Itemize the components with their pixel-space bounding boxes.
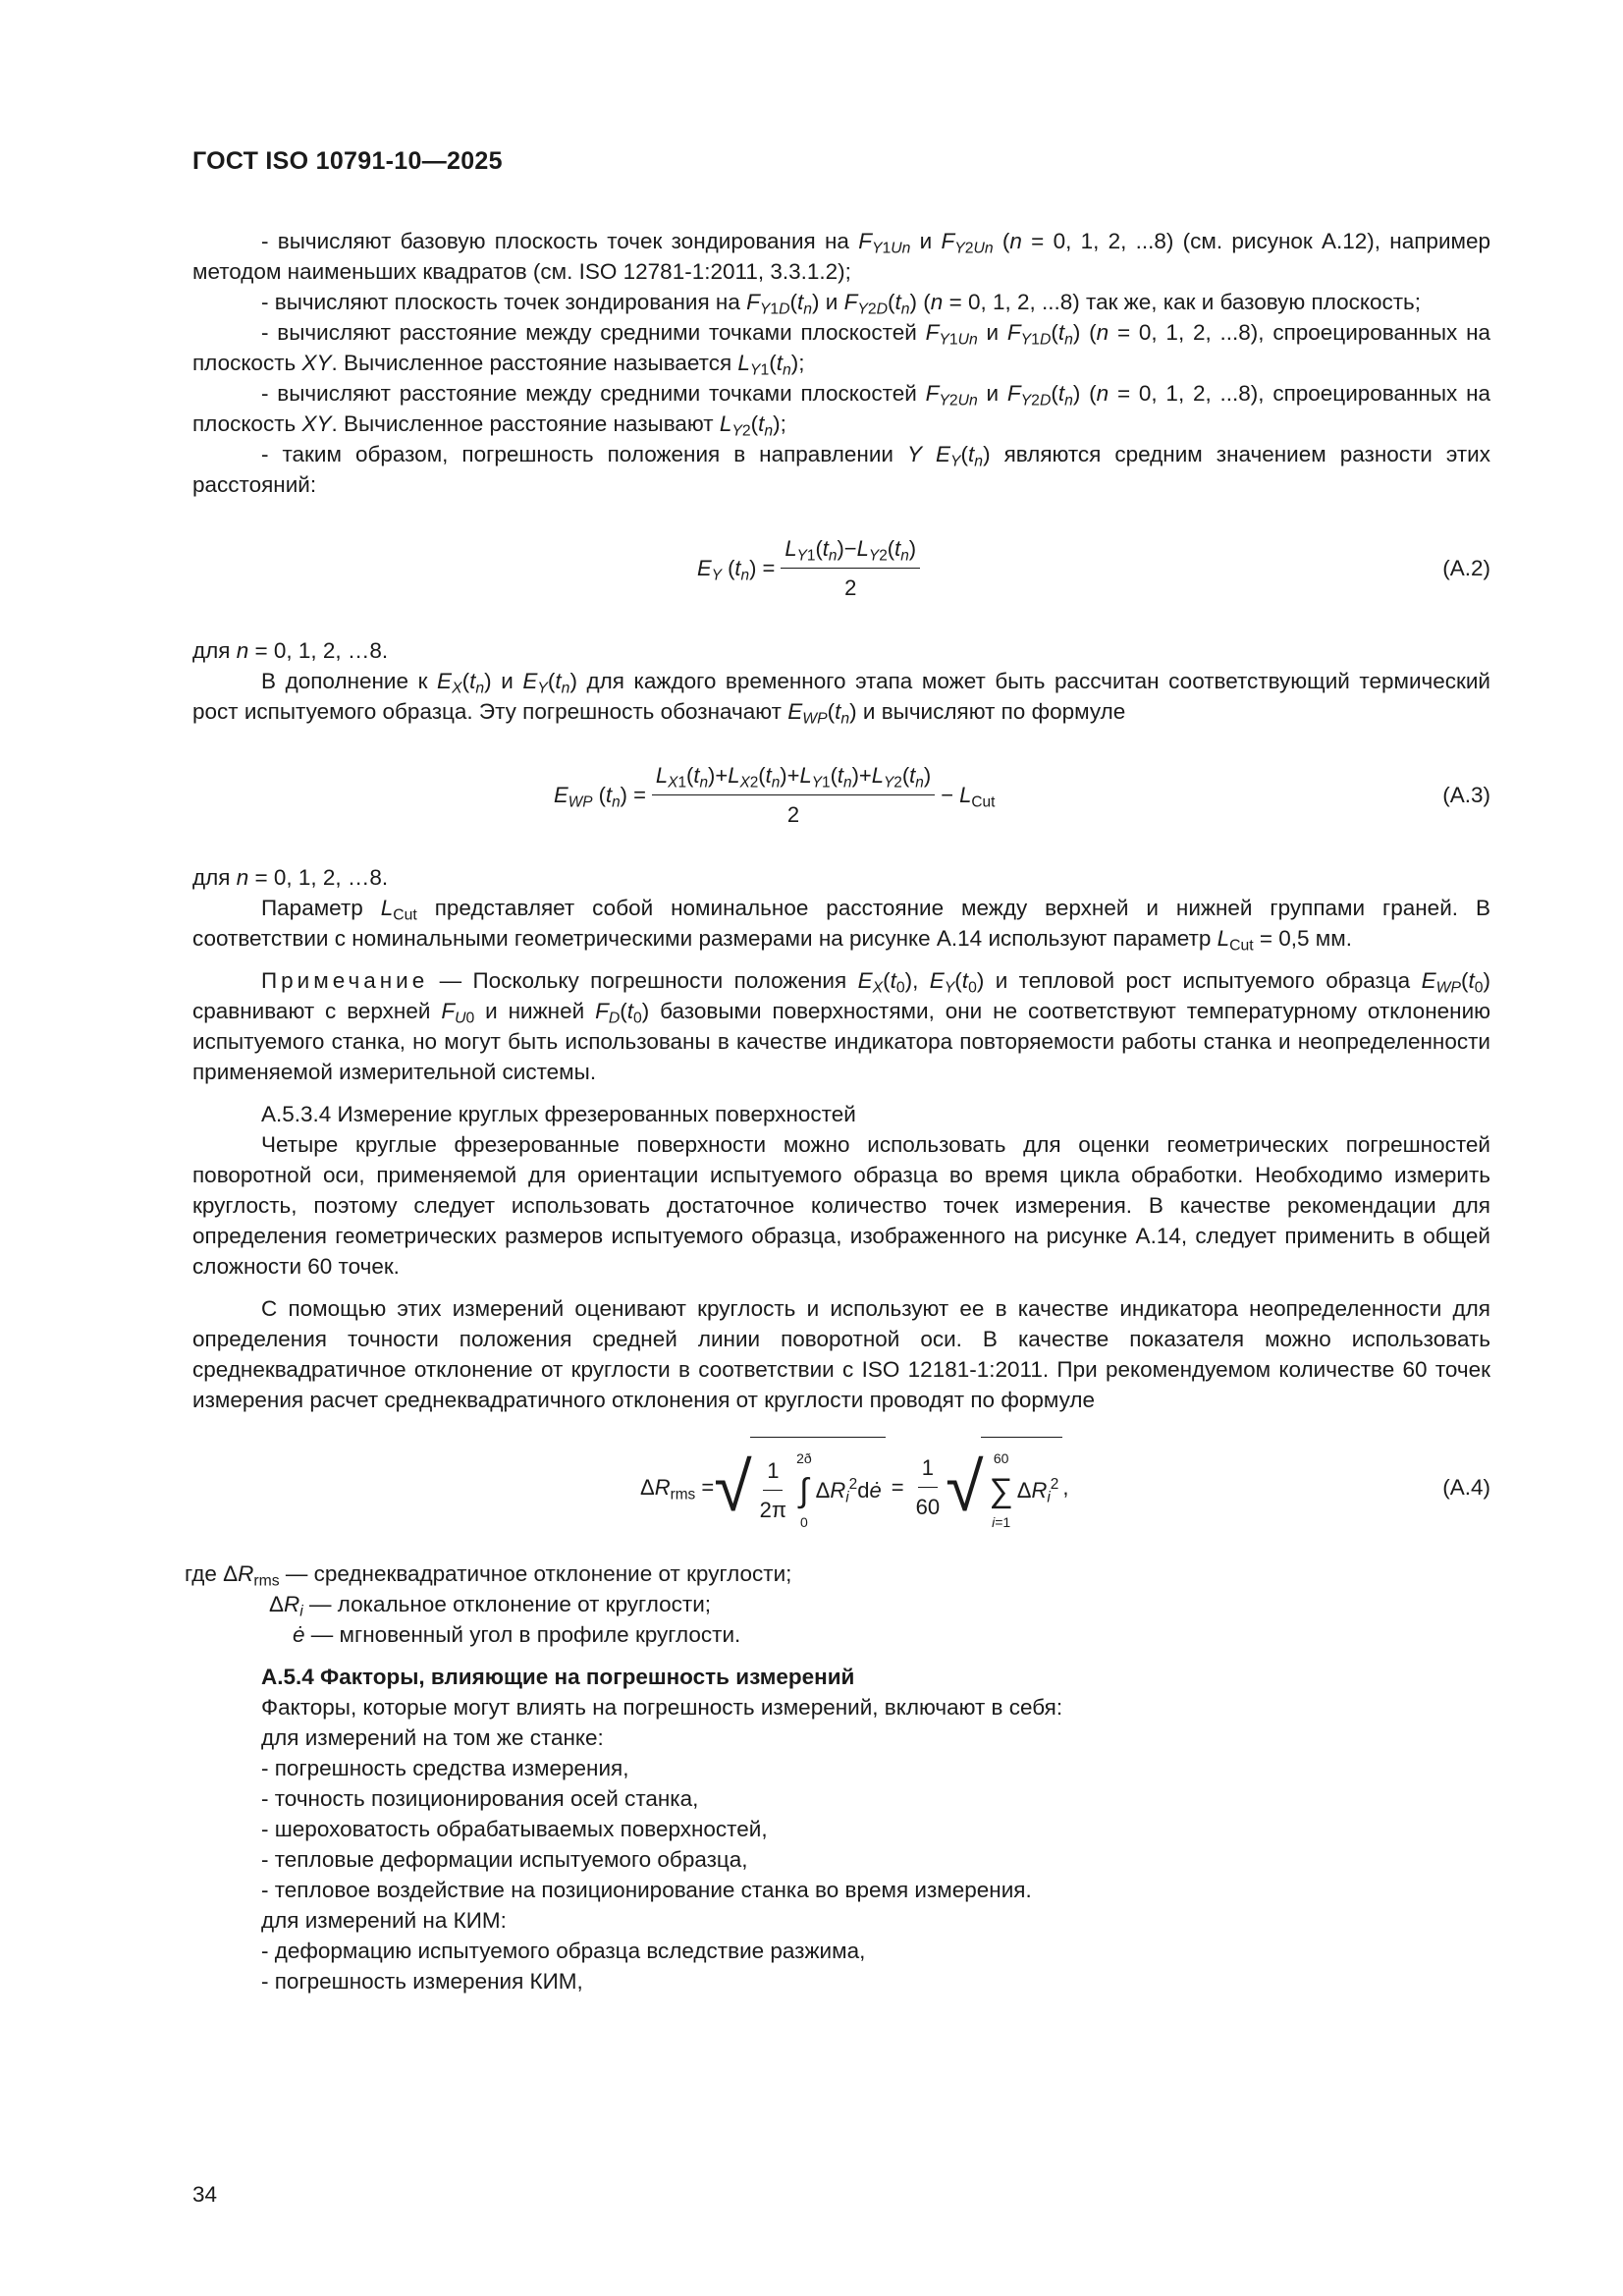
list-item: - погрешность средства измерения, (261, 1756, 629, 1780)
paragraph-n-range-1: для n = 0, 1, 2, …8. (192, 638, 389, 663)
paragraph-round-surfaces: Четыре круглые фрезерованные поверхности можно использовать для оценки геометрических погрешностей поворотной оси, применяемой для ориентации испытуемого образца во время цикла обработки. Необходимо измерить круглость, поэтому следует использовать достаточное количество точек измерения. В качестве рекомендации для определения геометрических размеров испытуемого образца, изображенного на рисунке А.14, следует применить в общей сложности 60 точек. (192, 1132, 1490, 1279)
document-header: ГОСТ ISO 10791-10—2025 (192, 147, 503, 175)
paragraph-position-error-y: - таким образом, погрешность положения в направлении Y $E_Y(t_n)$ являются средним значением разности этих расстояний: (192, 442, 1490, 497)
formula-a4 (192, 1429, 1490, 1545)
where-item-r-i: $\Delta R_i$ — локальное отклонение от круглости; (269, 1592, 712, 1620)
paragraph-probe-plane: - вычисляют плоскость точек зондирования на $F_{Y1D}(t_n)$ и $F_{Y2D}(t_n) (n = 0$, 1, 2, ...8) так же, как и базовую плоскость; (261, 290, 1422, 318)
paragraph-distance-ly1: - вычисляют расстояние между средними точками плоскостей $F_{Y1Un}$ и $F_{Y1D}(t_n) (n = 0$, 1, 2, ...8), спроецированных на плоскость XY. Вычисленное расстояние называется $L_{Y1}(t_n)$; (192, 320, 1491, 379)
formula-a2-number: (А.2) (1442, 555, 1490, 580)
paragraph-thermal-growth: В дополнение к $E_X(t_n)$ и $E_Y(t_n)$ для каждого временного этапа может быть рассчитан соответствующий термический рост испытуемого образца. Эту погрешность обозначают $E_{WP}(t_n)$ и вычисляют по формуле (192, 669, 1491, 728)
paragraph-l-cut: Параметр $L_{Cut}$ представляет собой номинальное расстояние между верхней и нижней группами граней. В соответствии с номинальными геометрическими размерами на рисунке А.14 используют параметр $L_{Cut} = 0,5$ мм. (192, 896, 1490, 955)
list-item: - шероховатость обрабатываемых поверхностей, (261, 1817, 768, 1841)
factors-group-cmm: для измерений на КИМ: (261, 1908, 507, 1933)
paragraph-roundness-measure: С помощью этих измерений оценивают круглость и используют ее в качестве индикатора неопределенности для определения точности положения средней линии поворотной оси. В качестве показателя можно использовать среднеквадратичное отклонение от круглости в соответствии с ISO 12181-1:2011. При рекомендуемом количестве 60 точек измерения расчет среднеквадратичного отклонения от круглости проводят по формуле (192, 1296, 1490, 1412)
formula-a2 (192, 514, 1490, 622)
document-body (185, 226, 1491, 1996)
formula-a3 (192, 740, 1490, 848)
formula-a2-expression: $E_Y$ $(t_n)$ = $\frac{L_{Y1}(t_n)-L_{Y2}(t_n)}{2}$ (697, 514, 926, 622)
note-paragraph: Примечание — Поскольку погрешности положения $E_X(t_0)$, $E_Y(t_0)$ и тепловой рост испытуемого образца $E_{WP}(t_0)$ сравнивают с верхней $F_{U0}$ и нижней $F_D(t_0)$ базовыми поверхностями, они не соответствуют температурному отклонению испытуемого станка, но могут быть использованы в качестве индикатора повторяемости работы станка и неопределенности применяемой измерительной системы. (192, 968, 1491, 1084)
formula-a3-number: (А.3) (1442, 782, 1490, 807)
section-a54-title: А.5.4 Факторы, влияющие на погрешность измерений (261, 1665, 855, 1689)
where-list (185, 1558, 1490, 1650)
factors-intro: Факторы, которые могут влиять на погрешность измерений, включают в себя: (261, 1695, 1063, 1720)
list-item: - точность позиционирования осей станка, (261, 1786, 699, 1811)
section-a534-title: А.5.3.4 Измерение круглых фрезерованных поверхностей (261, 1102, 856, 1126)
list-item: - тепловые деформации испытуемого образца, (261, 1847, 748, 1872)
paragraph-base-plane: - вычисляют базовую плоскость точек зондирования на $F_{Y1Un}$ и $F_{Y2Un}$ (n = 0, 1, 2, ...8) (см. рисунок А.12), например методом наименьших квадратов (см. ISO 12781-1:2011, 3.3.1.2); (192, 229, 1491, 284)
formula-a4-expression: $\Delta R_{rms}$ = √ $\frac{1}{2\pi}$ 2ð ∫ 0 $\Delta R_i^2dė$ = $\frac{1}{60}$ √ 60 ∑ i=1 $\Delta R_i^2$ , (640, 1429, 1068, 1545)
formula-a4-number: (А.4) (1442, 1474, 1490, 1500)
formula-a3-expression: $E_{WP}$ $(t_n)$ = $\frac{L_{X1}(t_n)+L_{X2}(t_n)+L_{Y1}(t_n)+L_{Y2}(t_n)}{2}$ − $L_{Cut}$ (554, 740, 995, 848)
paragraph-distance-ly2: - вычисляют расстояние между средними точками плоскостей $F_{Y2Un}$ и $F_{Y2D}(t_n) (n = 0$, 1, 2, ...8), спроецированных на плоскость XY. Вычисленное расстояние называют $L_{Y2}(t_n)$; (192, 381, 1491, 440)
page-number: 34 (192, 2182, 218, 2207)
where-item-angle: ė — мгновенный угол в профиле круглости. (293, 1622, 741, 1647)
list-item: - погрешность измерения КИМ, (261, 1969, 583, 1994)
where-item-r-rms: где $\Delta R_{rms}$ — среднеквадратичное отклонение от круглости; (185, 1561, 792, 1590)
list-item: - деформацию испытуемого образца вследствие разжима, (261, 1939, 866, 1963)
note-label: Примечание (261, 968, 429, 993)
paragraph-n-range-2: для n = 0, 1, 2, …8. (192, 865, 389, 890)
factors-group-same-machine: для измерений на том же станке: (261, 1725, 604, 1750)
list-item: - тепловое воздействие на позиционирование станка во время измерения. (261, 1878, 1032, 1902)
